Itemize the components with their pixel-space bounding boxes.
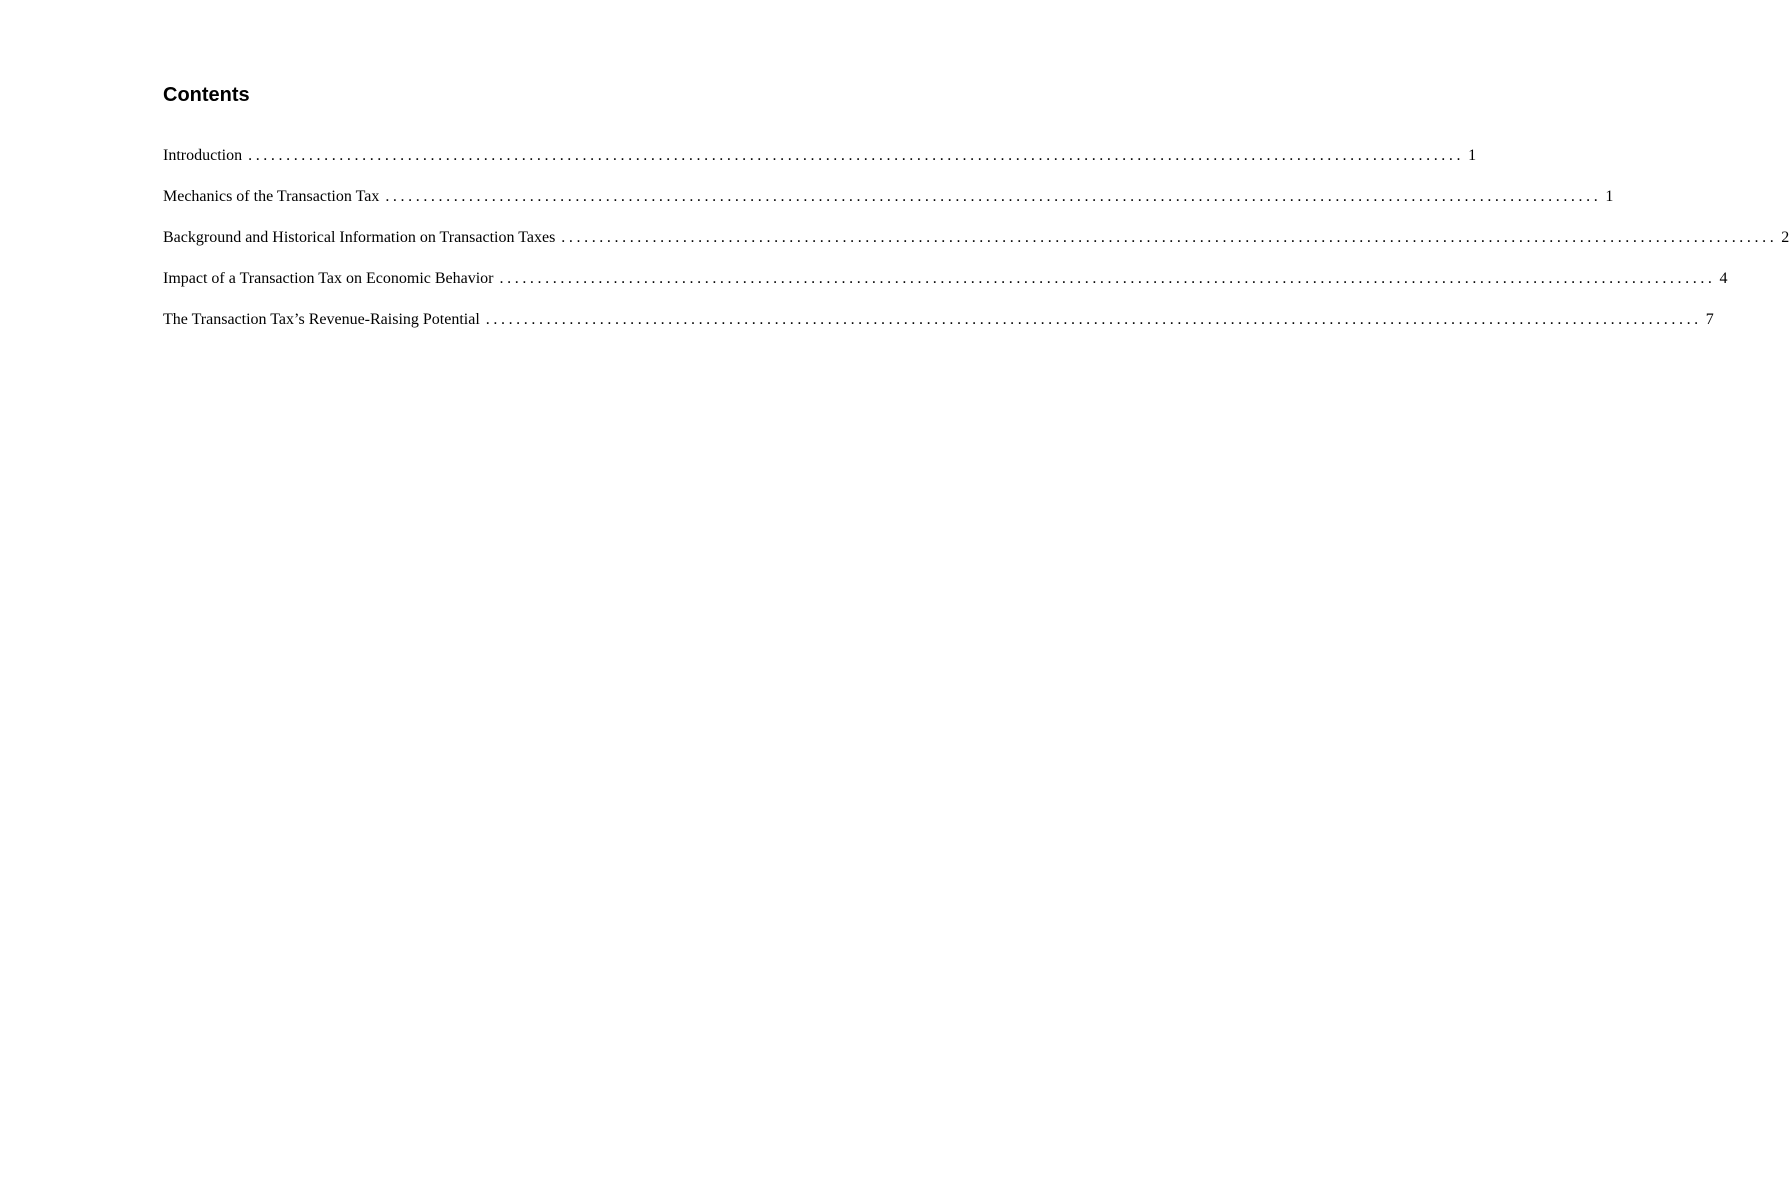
dot-leader: ................................................................................................................................................................ xyxy=(499,270,1716,287)
dot-leader: ................................................................................................................................................................ xyxy=(385,188,1602,205)
dot-leader: ................................................................................................................................................................ xyxy=(248,147,1465,164)
toc-entry-page-number: 2 xyxy=(1781,229,1789,246)
toc-entry-introduction[interactable] xyxy=(163,145,1477,186)
contents-heading: Contents xyxy=(163,84,250,106)
toc-entry-title: Background and Historical Information on Transaction Taxes xyxy=(163,229,556,246)
toc-entry-background[interactable] xyxy=(163,227,1789,268)
toc-entry-mechanics[interactable] xyxy=(163,186,1614,227)
toc-entry-title: Mechanics of the Transaction Tax xyxy=(163,188,380,205)
dot-leader: ................................................................................................................................................................ xyxy=(485,311,1702,328)
toc-entry-title: Impact of a Transaction Tax on Economic Behavior xyxy=(163,270,494,287)
toc-entry-impact[interactable] xyxy=(163,268,1728,309)
toc-entry-revenue-potential[interactable] xyxy=(163,309,1714,350)
toc-entry-page-number: 1 xyxy=(1605,188,1614,205)
toc-entry-title: Introduction xyxy=(163,147,243,164)
toc-entry-page-number: 7 xyxy=(1705,311,1714,328)
toc-entry-title: The Transaction Tax’s Revenue-Raising Potential xyxy=(163,311,480,328)
toc-entry-page-number: 4 xyxy=(1719,270,1728,287)
dot-leader: ................................................................................................................................................................ xyxy=(561,229,1778,246)
toc-entry-page-number: 1 xyxy=(1468,147,1477,164)
table-of-contents xyxy=(163,145,1789,350)
